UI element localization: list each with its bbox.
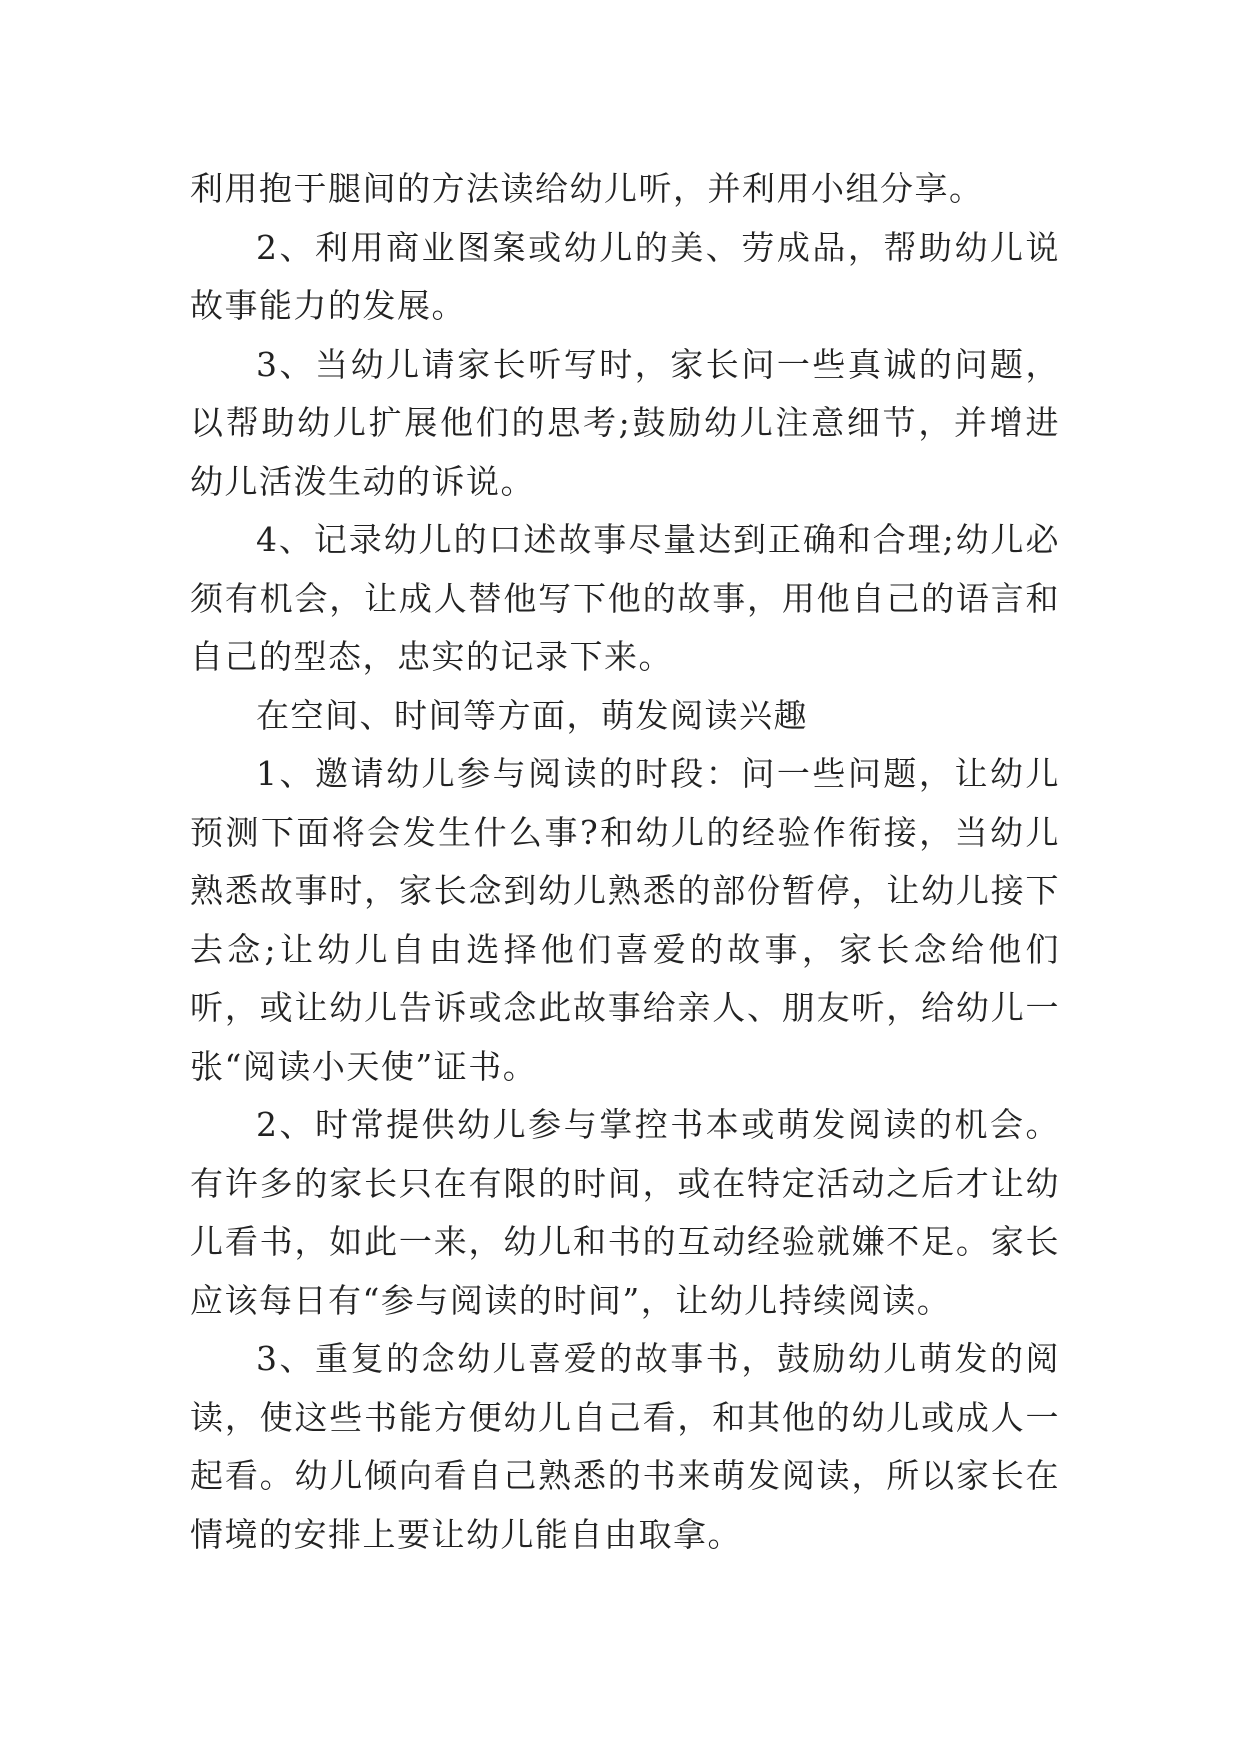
paragraph-item-2-opportunity: 2、时常提供幼儿参与掌控书本或萌发阅读的机会。有许多的家长只在有限的时间，或在特定活动之后才让幼儿看书，如此一来，幼儿和书的互动经验就嫌不足。家长应该每日有“参与阅读的时间”，让幼儿持续阅读。	[190, 1105, 1060, 1320]
paragraph-item-2-storytelling: 2、利用商业图案或幼儿的美、劳成品，帮助幼儿说故事能力的发展。	[190, 227, 1060, 325]
paragraph-continuation: 利用抱于腿间的方法读给幼儿听，并利用小组分享。	[190, 169, 984, 208]
paragraph-item-4-recording: 4、记录幼儿的口述故事尽量达到正确和合理;幼儿必须有机会，让成人替他写下他的故事，用他自己的语言和自己的型态，忠实的记录下来。	[190, 520, 1060, 676]
section-heading-reading-interest: 在空间、时间等方面，萌发阅读兴趣	[256, 695, 808, 735]
paragraph-item-3-repeat: 3、重复的念幼儿喜爱的故事书，鼓励幼儿萌发的阅读，使这些书能方便幼儿自己看，和其他的幼儿或成人一起看。幼儿倾向看自己熟悉的书来萌发阅读，所以家长在情境的安排上要让幼儿能自由取拿。	[190, 1339, 1060, 1554]
paragraph-item-1-invite: 1、邀请幼儿参与阅读的时段：问一些问题，让幼儿预测下面将会发生什么事?和幼儿的经验作衔接，当幼儿熟悉故事时，家长念到幼儿熟悉的部份暂停，让幼儿接下去念;让幼儿自由选择他们喜爱的故事，家长念给他们听，或让幼儿告诉或念此故事给亲人、朋友听，给幼儿一张“阅读小天使”证书。	[190, 754, 1060, 1086]
document-body	[190, 160, 1060, 1564]
paragraph-item-3-dictation: 3、当幼儿请家长听写时，家长问一些真诚的问题，以帮助幼儿扩展他们的思考;鼓励幼儿注意细节，并增进幼儿活泼生动的诉说。	[190, 344, 1060, 501]
